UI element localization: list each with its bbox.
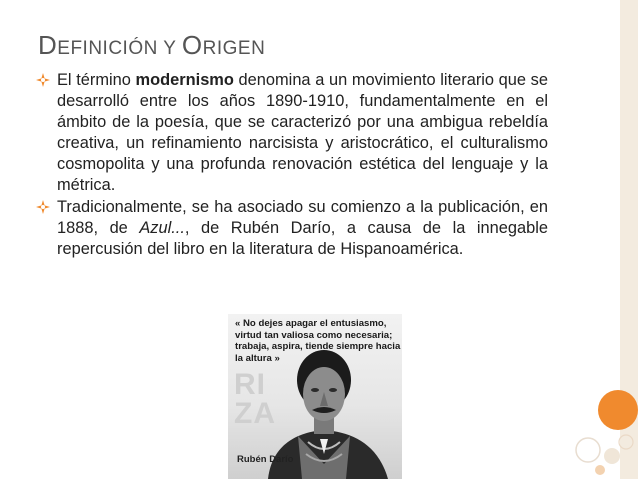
- bullet-list: [36, 70, 548, 260]
- bold-term: modernismo: [135, 71, 234, 89]
- bullet-item: Tradicionalmente, se ha asociado su comienzo a la publicación, en 1888, de Azul..., de Rubén Darío, a causa de la innegable repercusión del libro en la literatura de Hispanoamérica.: [36, 197, 548, 260]
- bullet-item: El término modernismo denomina a un movimiento literario que se desarrolló entre los años 1890-1910, fundamentalmente en el ámbito de la poesía, que se caracterizó por una ambigua rebeldía creativa, un refinamiento narcisista y aristocrático, el culturalismo cosmopolita y una profunda renovación estética del lenguaje y la métrica.: [36, 70, 548, 196]
- quote-text: « No dejes apagar el entusiasmo, virtud tan valiosa como necesaria; trabaja, aspira, tiende siempre hacia la altura »: [235, 318, 401, 364]
- right-side-bar: [620, 0, 638, 479]
- decor-circle-tiny: [595, 465, 605, 475]
- figure-caption: Rubén Darío: [237, 454, 294, 465]
- slide-title: DEFINICIÓN Y ORIGEN: [38, 30, 266, 60]
- decor-circle-small: [604, 448, 620, 464]
- portrait-figure: [228, 314, 402, 479]
- diamond-bullet-icon: [36, 200, 50, 214]
- decor-circle-ring-medium: [576, 438, 600, 462]
- book-title: Azul...: [139, 219, 185, 237]
- background-letters: RI ZA: [234, 368, 276, 430]
- diamond-bullet-icon: [36, 73, 50, 87]
